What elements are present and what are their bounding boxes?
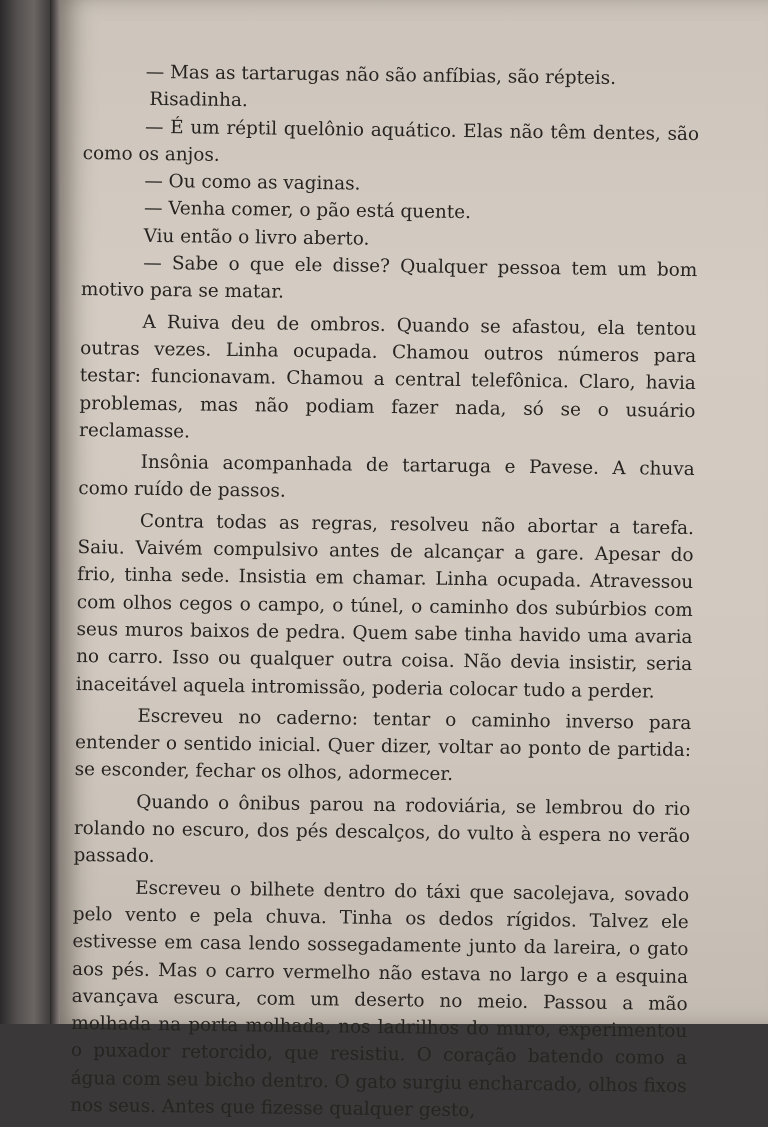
paragraph-9: Insônia acompanhada de tartaruga e Pavese. A chuva como ruído de passos. xyxy=(78,451,695,503)
paragraph-7: — Sabe o que ele disse? Qualquer pessoa tem um bom motivo para se matar. xyxy=(80,252,698,304)
paragraph-2: Risadinha. xyxy=(149,89,248,112)
paragraph-3: — É um réptil quelônio aquático. Elas não têm dentes, são como os anjos. xyxy=(82,116,700,166)
paragraph-11: Escreveu no caderno: tentar o caminho inverso para entender o sentido inicial. Quer dizer, voltar ao ponto de partida: se esconder, fechar os olhos, adormecer. xyxy=(74,705,692,786)
paragraph-5: — Venha comer, o pão está quente. xyxy=(143,198,472,224)
page-text xyxy=(70,58,700,1127)
paragraph-1: — Mas as tartarugas não são anfíbias, são répteis. xyxy=(145,61,617,89)
paragraph-8: A Ruiva deu de ombros. Quando se afastou, ela tentou outras vezes. Linha ocupada. Chamou outros números para testar: funcionavam. Chamou a central telefônica. Claro, havia problemas, mas não podiam fazer nada, só se o usuário reclamasse. xyxy=(78,311,697,443)
paragraph-12: Quando o ônibus parou na rodoviária, se lembrou do rio rolando no escuro, dos pés descalços, do vulto à espera no verão passado. xyxy=(73,791,691,868)
paragraph-10: Contra todas as regras, resolveu não abortar a tarefa. Saiu. Vaivém compulsivo antes de alcançar a gare. Apesar do frio, tinha sede. Insistia em chamar. Linha ocupada. Atravessou com olhos cegos o campo, o túnel, o caminho dos subúrbios com seus muros baixos de pedra. Quem sabe tinha havido uma avaria no carro. Isso ou qualquer outra coisa. Não devia insistir, seria inaceitável aquela intromissão, poderia colocar tudo a perder. xyxy=(75,510,695,703)
paragraph-4: — Ou como as vaginas. xyxy=(144,170,361,195)
paragraph-6: Viu então o livro aberto. xyxy=(143,225,370,250)
paragraph-13: Escreveu o bilhete dentro do táxi que sacolejava, sovado pelo vento e pela chuva. Tinha os dedos rígidos. Talvez ele estivesse em casa lendo sossegadamente junto da lareira, o gato aos pés. Mas o carro vermelho não estava no largo e a esquina avançava escura, com um deserto no meio. Passou a mão molhada na porta molhada, nos ladrilhos do muro, experimentou o puxador retorcido, que resistiu. O coração batendo como a água com seu bicho dentro. O gato surgiu encharcado, olhos fixos nos seus. Antes que fizesse qualquer gesto, xyxy=(70,877,690,1122)
